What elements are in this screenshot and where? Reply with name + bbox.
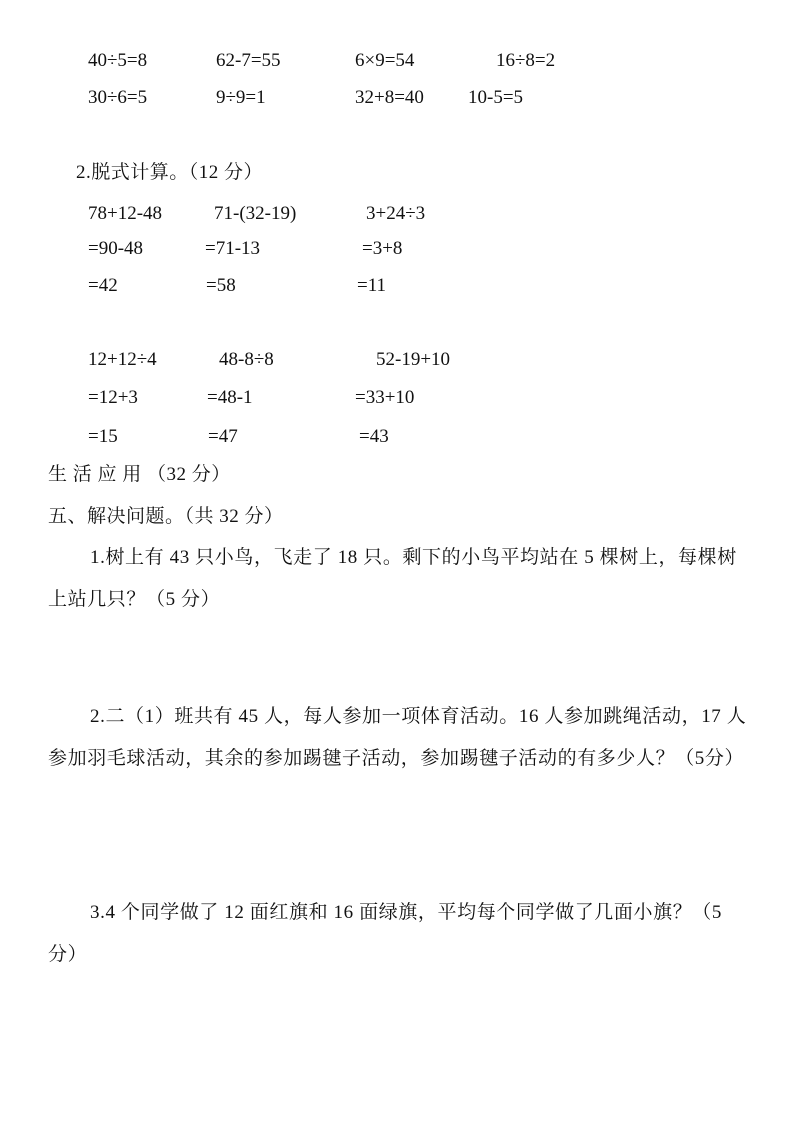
- written-calc-title: 2.脱式计算。（12 分）: [76, 162, 264, 183]
- oral-calc-1-2: 62-7=55: [216, 50, 281, 71]
- oral-calc-1-4: 16÷8=2: [496, 50, 556, 71]
- problem-1: 1.树上有 43 只小鸟，飞走了 18 只。剩下的小鸟平均站在 5 棵树上，每棵树上站几只？（5 分）: [48, 547, 737, 610]
- calc-g1-l3-c: =11: [357, 275, 387, 296]
- section-life-application: 生 活 应 用 （32 分）: [48, 464, 231, 485]
- problem-2: 2.二（1）班共有 45 人，每人参加一项体育活动。16 人参加跳绳活动，17 人参加羽毛球活动，其余的参加踢毽子活动，参加踢毽子活动的有多少人？（5分）: [48, 706, 747, 769]
- calc-g2-l1-c: 52-19+10: [376, 349, 451, 370]
- oral-calc-2-1: 30÷6=5: [88, 87, 148, 108]
- calc-g1-l2-a: =90-48: [88, 238, 144, 259]
- calc-g1-l1-b: 71-(32-19): [214, 203, 297, 224]
- calc-g1-l3-a: =42: [88, 275, 118, 296]
- calc-g2-l3-a: =15: [88, 426, 118, 447]
- oral-calc-1-1: 40÷5=8: [88, 50, 148, 71]
- oral-calc-2-3: 32+8=40: [355, 87, 424, 108]
- problem-3: 3.4 个同学做了 12 面红旗和 16 面绿旗，平均每个同学做了几面小旗？（5 分）: [48, 902, 723, 965]
- calc-g2-l3-c: =43: [359, 426, 389, 447]
- oral-calc-2-4: 10-5=5: [468, 87, 524, 108]
- calc-g1-l1-a: 78+12-48: [88, 203, 163, 224]
- calc-g2-l2-a: =12+3: [88, 387, 138, 408]
- oral-calc-1-3: 6×9=54: [355, 50, 415, 71]
- oral-calc-2-2: 9÷9=1: [216, 87, 266, 108]
- calc-g2-l2-b: =48-1: [207, 387, 253, 408]
- calc-g2-l2-c: =33+10: [355, 387, 415, 408]
- calc-g2-l1-a: 12+12÷4: [88, 349, 157, 370]
- calc-g1-l2-b: =71-13: [205, 238, 261, 259]
- calc-g2-l3-b: =47: [208, 426, 238, 447]
- section-five-heading: 五、解决问题。（共 32 分）: [48, 506, 284, 527]
- calc-g1-l2-c: =3+8: [362, 238, 403, 259]
- calc-g2-l1-b: 48-8÷8: [219, 349, 274, 370]
- calc-g1-l3-b: =58: [206, 275, 236, 296]
- calc-g1-l1-c: 3+24÷3: [366, 203, 426, 224]
